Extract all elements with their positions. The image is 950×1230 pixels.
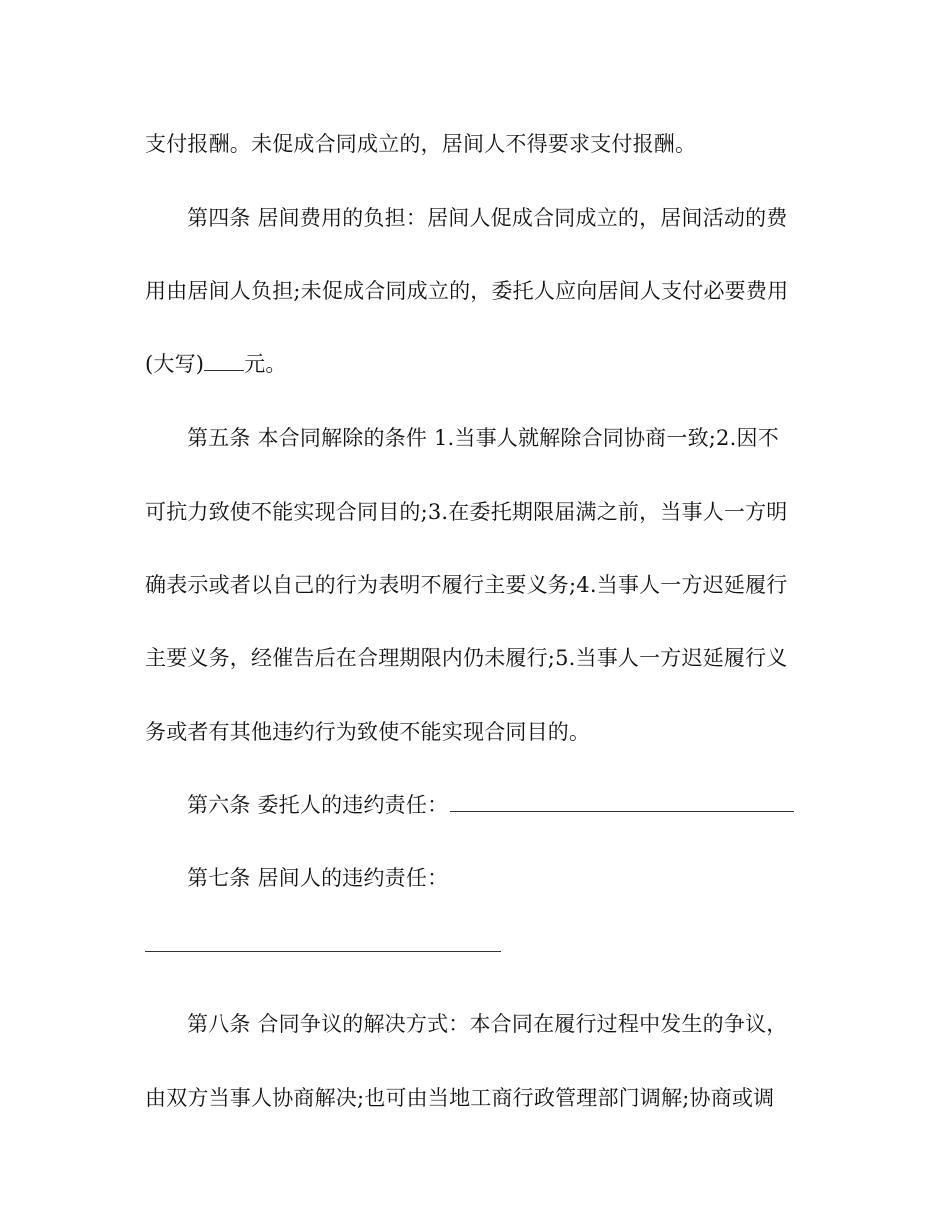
fee-amount-label: (大写) <box>145 352 205 376</box>
paragraph-line: 可抗力致使不能实现合同目的;3.在委托期限届满之前，当事人一方明 <box>145 500 788 524</box>
article-6-label: 第六条 委托人的违约责任： <box>187 793 449 817</box>
article-5-heading-line: 第五条 本合同解除的条件 1.当事人就解除合同协商一致;2.因不 <box>187 426 779 450</box>
article-8-heading-line: 第八条 合同争议的解决方式：本合同在履行过程中发生的争议， <box>187 1012 788 1036</box>
paragraph-line: 主要义务，经催告后在合理期限内仍未履行;5.当事人一方迟延履行义 <box>145 646 788 670</box>
paragraph-line: 由双方当事人协商解决;也可由当地工商行政管理部门调解;协商或调 <box>145 1086 775 1110</box>
fee-amount-line <box>145 350 810 378</box>
paragraph-line: 确表示或者以自己的行为表明不履行主要义务;4.当事人一方迟延履行 <box>145 573 788 597</box>
article-7-line: 第七条 居间人的违约责任： <box>187 866 449 890</box>
paragraph-line: 支付报酬。未促成合同成立的，居间人不得要求支付报酬。 <box>145 132 697 156</box>
paragraph-line: 用由居间人负担;未促成合同成立的，委托人应向居间人支付必要费用 <box>145 279 789 303</box>
article-6-line <box>187 791 810 819</box>
article-7-blank <box>145 951 501 952</box>
fee-amount-unit: 元。 <box>244 352 287 376</box>
fee-amount-blank <box>204 352 244 371</box>
paragraph-line: 务或者有其他违约行为致使不能实现合同目的。 <box>145 720 591 744</box>
article-4-heading-line: 第四条 居间费用的负担：居间人促成合同成立的，居间活动的费 <box>187 206 788 230</box>
article-6-blank <box>450 791 794 812</box>
